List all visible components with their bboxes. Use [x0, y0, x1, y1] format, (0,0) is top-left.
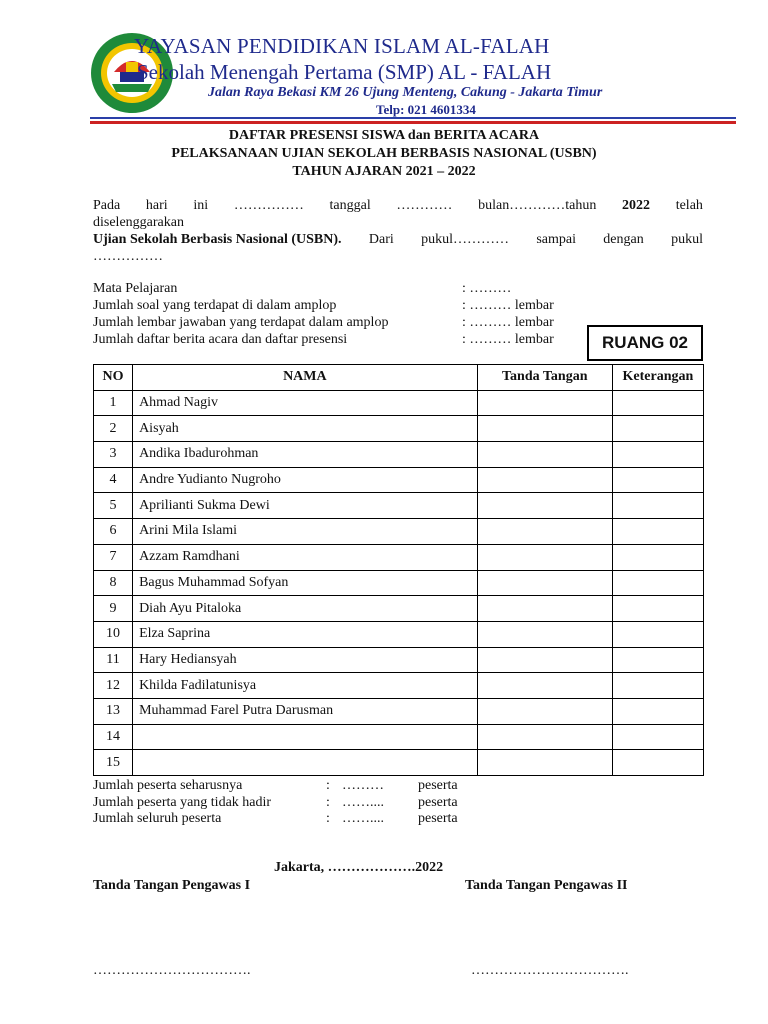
- info-label-reports: Jumlah daftar berita acara dan daftar presensi: [93, 332, 348, 347]
- row-no: 13: [94, 698, 133, 724]
- paragraph-line4: ……………: [93, 249, 163, 264]
- header-no: NO: [94, 365, 133, 391]
- row-no: 15: [94, 750, 133, 776]
- row-no: 14: [94, 724, 133, 750]
- row-no: 3: [94, 442, 133, 468]
- summary-colon: :: [326, 795, 330, 810]
- row-signature-cell[interactable]: [477, 544, 612, 570]
- row-signature-cell[interactable]: [477, 493, 612, 519]
- para-word: tanggal: [329, 198, 371, 213]
- summary-value-total: ……....: [342, 811, 384, 826]
- table-row: [94, 570, 704, 596]
- summary-value-absent: ……....: [342, 795, 384, 810]
- room-badge: RUANG 02: [587, 325, 703, 361]
- row-name: Muhammad Farel Putra Darusman: [133, 698, 478, 724]
- row-notes-cell[interactable]: [612, 673, 703, 699]
- row-notes-cell[interactable]: [612, 750, 703, 776]
- row-notes-cell[interactable]: [612, 621, 703, 647]
- row-notes-cell[interactable]: [612, 467, 703, 493]
- row-signature-cell[interactable]: [477, 698, 612, 724]
- para-word: ini: [193, 198, 209, 213]
- header-name: NAMA: [133, 365, 478, 391]
- info-value-reports: : ……… lembar: [462, 332, 554, 347]
- para-word: Dari: [368, 232, 394, 247]
- attendance-table: [93, 364, 704, 776]
- info-label-subject: Mata Pelajaran: [93, 281, 178, 296]
- row-name: Andre Yudianto Nugroho: [133, 467, 478, 493]
- supervisor2-signature-line: …………………………….: [471, 963, 629, 978]
- row-notes-cell[interactable]: [612, 416, 703, 442]
- para-date-blank: …………: [396, 198, 453, 213]
- document-title-line2: PELAKSANAAN UJIAN SEKOLAH BERBASIS NASIONAL (USBN): [171, 146, 597, 161]
- summary-colon: :: [326, 811, 330, 826]
- table-row: [94, 467, 704, 493]
- row-notes-cell[interactable]: [612, 544, 703, 570]
- table-row: [94, 698, 704, 724]
- table-row: [94, 416, 704, 442]
- row-name: Bagus Muhammad Sofyan: [133, 570, 478, 596]
- row-signature-cell[interactable]: [477, 596, 612, 622]
- para-word: sampai: [536, 232, 576, 247]
- row-name: Aisyah: [133, 416, 478, 442]
- row-no: 6: [94, 519, 133, 545]
- supervisor1-signature-line: …………………………….: [93, 963, 251, 978]
- table-row: [94, 621, 704, 647]
- para-year: 2022: [622, 198, 651, 213]
- row-signature-cell[interactable]: [477, 673, 612, 699]
- paragraph-line3: [93, 232, 703, 248]
- school-name: Sekolah Menengah Pertama (SMP) AL - FALAH: [137, 60, 552, 84]
- para-word: telah: [675, 198, 703, 213]
- info-label-answer-sheets: Jumlah lembar jawaban yang terdapat dalam amplop: [93, 315, 389, 330]
- table-row: [94, 519, 704, 545]
- row-no: 8: [94, 570, 133, 596]
- header-signature: Tanda Tangan: [477, 365, 612, 391]
- supervisor1-signature-label: Tanda Tangan Pengawas I: [93, 878, 251, 893]
- summary-label-total: Jumlah seluruh peserta: [93, 811, 222, 826]
- table-header-row: [94, 365, 704, 391]
- info-value-answer-sheets: : ……… lembar: [462, 315, 554, 330]
- paragraph-line1: [93, 198, 703, 214]
- row-signature-cell[interactable]: [477, 390, 612, 416]
- para-word: dengan: [603, 232, 644, 247]
- place-date: Jakarta, ……………….2022: [274, 860, 444, 875]
- info-value-subject: : ………: [462, 281, 512, 296]
- summary-label-expected: Jumlah peserta seharusnya: [93, 778, 243, 793]
- document-title-line1: DAFTAR PRESENSI SISWA dan BERITA ACARA: [228, 128, 540, 143]
- header-rule-blue: [90, 117, 736, 119]
- supervisor2-signature-label: Tanda Tangan Pengawas II: [465, 878, 628, 893]
- row-name: Khilda Fadilatunisya: [133, 673, 478, 699]
- row-notes-cell[interactable]: [612, 442, 703, 468]
- row-signature-cell[interactable]: [477, 750, 612, 776]
- summary-unit: peserta: [418, 778, 458, 793]
- row-signature-cell[interactable]: [477, 570, 612, 596]
- foundation-name: YAYASAN PENDIDIKAN ISLAM AL-FALAH: [134, 34, 550, 58]
- table-row: [94, 596, 704, 622]
- school-address: Jalan Raya Bekasi KM 26 Ujung Menteng, Cakung - Jakarta Timur: [208, 85, 603, 100]
- row-notes-cell[interactable]: [612, 596, 703, 622]
- para-word: pukul: [671, 232, 703, 247]
- para-word: Pada: [93, 198, 121, 213]
- info-value-questions: : ……… lembar: [462, 298, 554, 313]
- summary-value-expected: ………: [342, 778, 384, 793]
- school-phone: Telp: 021 4601334: [376, 102, 476, 117]
- row-notes-cell[interactable]: [612, 698, 703, 724]
- row-name: Elza Saprina: [133, 621, 478, 647]
- row-signature-cell[interactable]: [477, 647, 612, 673]
- row-signature-cell[interactable]: [477, 724, 612, 750]
- table-row: [94, 390, 704, 416]
- row-no: 12: [94, 673, 133, 699]
- row-signature-cell[interactable]: [477, 621, 612, 647]
- row-name: Hary Hediansyah: [133, 647, 478, 673]
- row-name: Aprilianti Sukma Dewi: [133, 493, 478, 519]
- para-month-blank: bulan…………tahun: [478, 198, 597, 213]
- row-no: 1: [94, 390, 133, 416]
- row-no: 10: [94, 621, 133, 647]
- row-name: Andika Ibadurohman: [133, 442, 478, 468]
- row-name[interactable]: [133, 750, 478, 776]
- table-row: [94, 647, 704, 673]
- row-no: 9: [94, 596, 133, 622]
- row-no: 5: [94, 493, 133, 519]
- table-row: [94, 673, 704, 699]
- row-no: 7: [94, 544, 133, 570]
- row-notes-cell[interactable]: [612, 390, 703, 416]
- row-signature-cell[interactable]: [477, 442, 612, 468]
- row-no: 2: [94, 416, 133, 442]
- info-label-questions: Jumlah soal yang terdapat di dalam amplop: [93, 298, 337, 313]
- row-notes-cell[interactable]: [612, 493, 703, 519]
- para-word: hari: [145, 198, 168, 213]
- row-name: Diah Ayu Pitaloka: [133, 596, 478, 622]
- paragraph-line2: diselenggarakan: [93, 215, 184, 230]
- table-row: [94, 544, 704, 570]
- table-row: [94, 442, 704, 468]
- table-row: [94, 493, 704, 519]
- summary-label-absent: Jumlah peserta yang tidak hadir: [93, 795, 272, 810]
- para-day-blank: ……………: [233, 198, 304, 213]
- row-notes-cell[interactable]: [612, 570, 703, 596]
- header-notes: Keterangan: [612, 365, 703, 391]
- row-no: 11: [94, 647, 133, 673]
- row-name: Azzam Ramdhani: [133, 544, 478, 570]
- header-rule-red: [90, 121, 736, 124]
- table-row: [94, 750, 704, 776]
- row-signature-cell[interactable]: [477, 467, 612, 493]
- summary-unit: peserta: [418, 795, 458, 810]
- row-name: Ahmad Nagiv: [133, 390, 478, 416]
- row-signature-cell[interactable]: [477, 416, 612, 442]
- document-title-line3: TAHUN AJARAN 2021 – 2022: [292, 164, 476, 179]
- para-start-time-blank: pukul…………: [421, 232, 509, 247]
- row-name[interactable]: [133, 724, 478, 750]
- row-notes-cell[interactable]: [612, 724, 703, 750]
- row-signature-cell[interactable]: [477, 519, 612, 545]
- exam-name: Ujian Sekolah Berbasis Nasional (USBN).: [93, 232, 342, 247]
- row-name: Arini Mila Islami: [133, 519, 478, 545]
- row-no: 4: [94, 467, 133, 493]
- row-notes-cell[interactable]: [612, 519, 703, 545]
- table-row: [94, 724, 704, 750]
- summary-colon: :: [326, 778, 330, 793]
- summary-unit: peserta: [418, 811, 458, 826]
- row-notes-cell[interactable]: [612, 647, 703, 673]
